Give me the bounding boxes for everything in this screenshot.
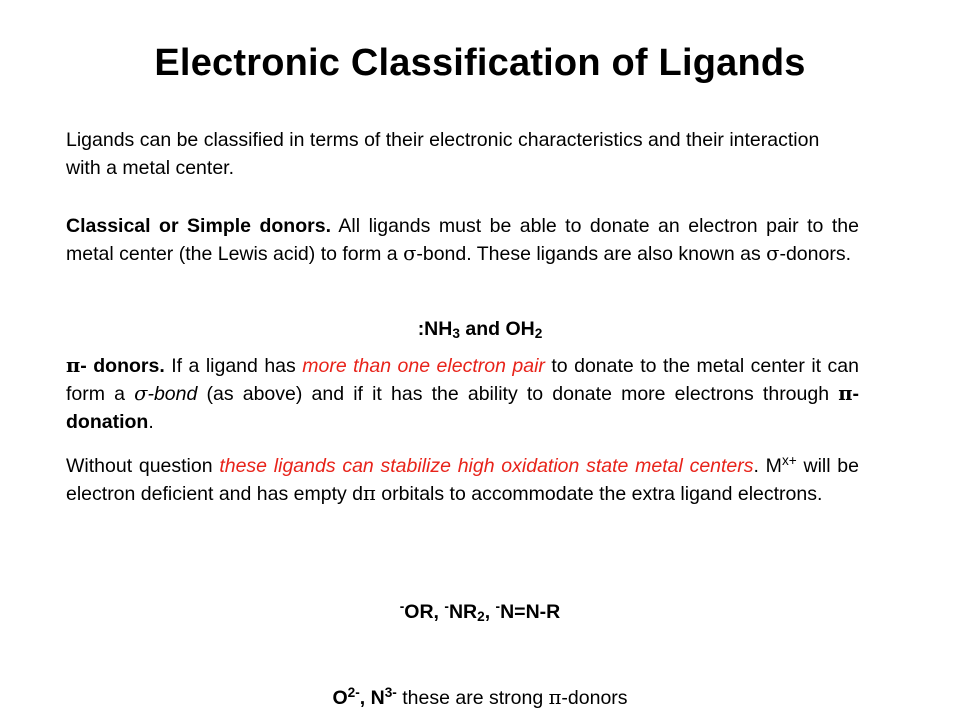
classical-heading: Classical or Simple donors. bbox=[66, 215, 331, 237]
classical-text-b: -bond. These ligands are also known as bbox=[416, 243, 767, 265]
pi-donors-paragraph: π- donors. If a ligand has more than one electron pair to donate to the metal center it can form a σ-bond (as above) and if it has the ability to donate more electrons through π-donation. bbox=[66, 354, 859, 433]
pi-symbol: π bbox=[548, 686, 562, 709]
slide-title: Electronic Classification of Ligands bbox=[154, 42, 806, 84]
classical-donors-paragraph bbox=[66, 212, 859, 268]
example-simple-donors: $:NH_3$ and $OH_2$ bbox=[417, 318, 543, 341]
example-pi-donors: -OR, $^-NR_2$, -N=N-R bbox=[399, 599, 561, 624]
sigma-symbol: σ bbox=[134, 382, 148, 405]
stabilization-paragraph: Without question these ligands can stabilize high oxidation state metal centers. $M^{x+}$ will be electron deficient and has empty dπ orbitals to accommodate the extra ligand electrons. bbox=[66, 453, 859, 505]
highlight-electron-pair: more than one electron pair bbox=[302, 355, 545, 377]
classical-text-a: All ligands must be able to donate an electron pair to the metal center (the Lewis acid) to form a bbox=[66, 215, 859, 265]
example-strong-pi-donors: $O^{2-}$, $N^{3-}$ these are strong π-donors bbox=[332, 685, 628, 709]
sigma-symbol: σ bbox=[766, 242, 780, 265]
classical-text-c: -donors. bbox=[779, 243, 852, 265]
sigma-symbol: σ bbox=[403, 242, 417, 265]
pi-donors-heading: - donors. bbox=[80, 355, 165, 377]
highlight-stabilize: these ligands can stabilize high oxidation state metal centers bbox=[219, 455, 754, 477]
pi-symbol: π bbox=[66, 354, 81, 377]
pi-symbol: π bbox=[363, 482, 376, 505]
pi-symbol: π bbox=[838, 382, 853, 405]
intro-paragraph: Ligands can be classified in terms of their electronic characteristics and their interaction with a metal center. bbox=[66, 129, 820, 179]
